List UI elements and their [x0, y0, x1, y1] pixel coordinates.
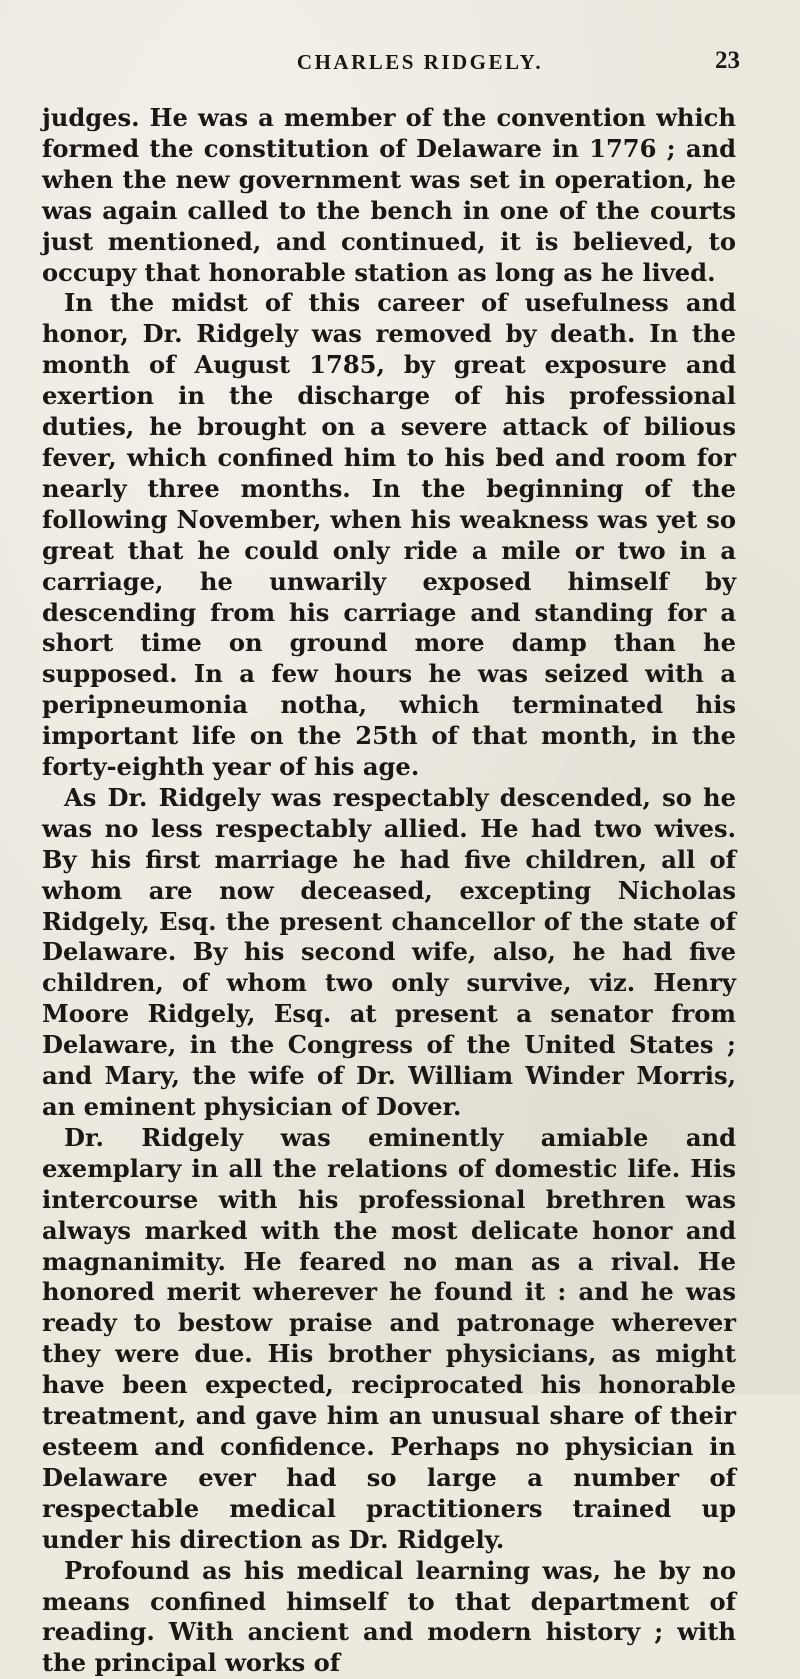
- body-text: [42, 103, 736, 1679]
- paragraph-1: judges. He was a member of the convention which formed the constitution of Delaware in 1776 ; and when the new government was set in operation, he was again called to the bench in one of the courts just mentioned, and continued, it is believed, to occupy that honorable station as long as he lived.: [42, 103, 736, 287]
- paragraph-5: Profound as his medical learning was, he by no means confined himself to that department of reading. With ancient and modern history ; with the principal works of: [42, 1555, 736, 1678]
- page-header: [40, 47, 760, 84]
- paragraph-2: In the midst of this career of usefulness and honor, Dr. Ridgely was removed by death. In the month of August 1785, by great exposure and exertion in the discharge of his professional duties, he brought on a severe attack of bilious fever, which confined him to his bed and room for nearly three months. In the beginning of the following November, when his weakness was yet so great that he could only ride a mile or two in a carriage, he unwarily exposed himself by descending from his carriage and standing for a short time on ground more damp than he supposed. In a few hours he was seized with a peripneumonia notha, which terminated his important life on the 25th of that month, in the forty-eighth year of his age.: [42, 288, 736, 782]
- running-head: CHARLES RIDGELY.: [296, 50, 544, 74]
- paragraph-4: Dr. Ridgely was eminently amiable and exemplary in all the relations of domestic life. His intercourse with his professional brethren was always marked with the most delicate honor and magnanimity. He feared no man as a rival. He honored merit wherever he found it : and he was ready to bestow praise and patronage wherever they were due. His brother physicians, as might have been expected, reciprocated his honorable treatment, and gave him an unusual share of their esteem and confidence. Perhaps no physician in Delaware ever had so large a number of respectable medical practitioners trained up under his direction as Dr. Ridgely.: [42, 1122, 736, 1554]
- paragraph-3: As Dr. Ridgely was respectably descended, so he was no less respectably allied. He had two wives. By his first marriage he had five children, all of whom are now deceased, excepting Nicholas Ridgely, Esq. the present chancellor of the state of Delaware. By his second wife, also, he had five children, of whom two only survive, viz. Henry Moore Ridgely, Esq. at present a senator from Delaware, in the Congress of the United States ; and Mary, the wife of Dr. William Winder Morris, an eminent physician of Dover.: [42, 782, 736, 1121]
- page-number: 23: [715, 47, 740, 74]
